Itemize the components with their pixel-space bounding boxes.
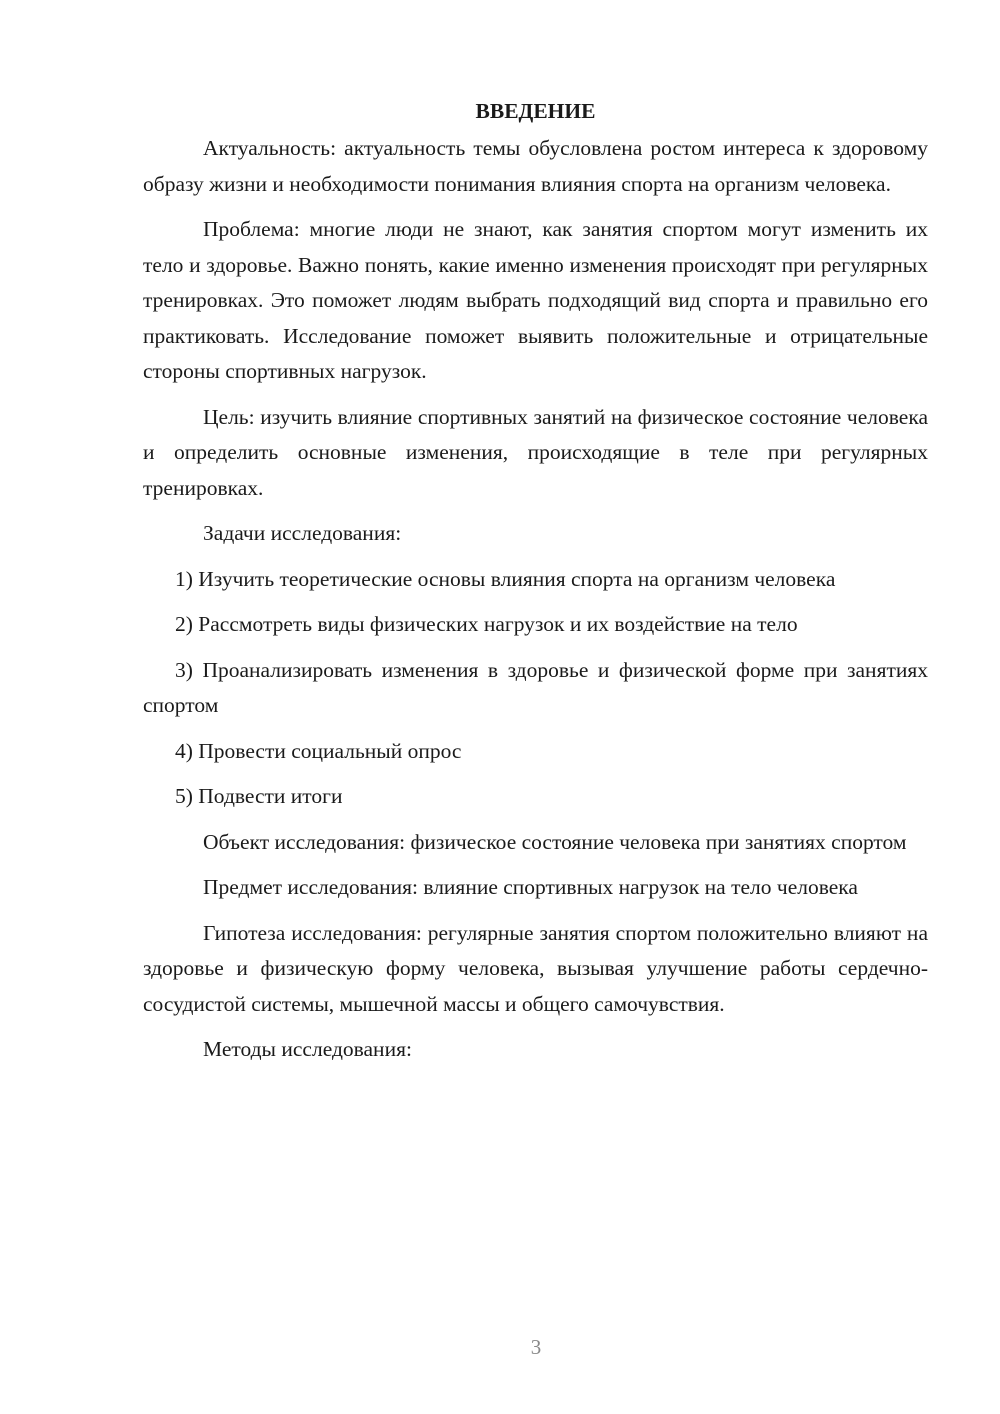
paragraph-tasks-heading: Задачи исследования: (203, 521, 402, 545)
paragraph-hypothesis: Гипотеза исследования: регулярные занятия спортом положительно влияют на здоровье и физическую форму человека, вызывая улучшение работы сердечно-сосудистой системы, мышечной массы и общего самочувствия. (143, 920, 928, 1016)
task-item: 1) Изучить теоретические основы влияния спорта на организм человека (175, 566, 836, 591)
page-number: 3 (530, 1335, 542, 1359)
paragraph-methods: Методы исследования: (203, 1037, 412, 1061)
paragraph-relevance: Актуальность: актуальность темы обусловлена ростом интереса к здоровому образу жизни и необходимости понимания влияния спорта на организм человека. (143, 136, 928, 196)
task-item: 3) Проанализировать изменения в здоровье и физической форме при занятиях спортом (143, 657, 928, 717)
paragraph-problem: Проблема: многие люди не знают, как занятия спортом могут изменить их тело и здоровье. Важно понять, какие именно изменения происходят при регулярных тренировках. Это поможет людям выбрать подходящий вид спорта и правильно его практиковать. Исследование поможет выявить положительные и отрицательные стороны спортивных нагрузок. (143, 217, 928, 383)
task-item: 5) Подвести итоги (175, 784, 343, 808)
paragraph-goal: Цель: изучить влияние спортивных занятий на физическое состояние человека и определить основные изменения, происходящие в теле при регулярных тренировках. (143, 404, 928, 500)
page-content (143, 95, 928, 1068)
page-title: ВВЕДЕНИЕ (475, 99, 596, 123)
task-item: 2) Рассмотреть виды физических нагрузок и их воздействие на тело (175, 612, 798, 636)
paragraph-object: Объект исследования: физическое состояние человека при занятиях спортом (203, 829, 907, 854)
task-item: 4) Провести социальный опрос (175, 738, 462, 763)
paragraph-subject: Предмет исследования: влияние спортивных нагрузок на тело человека (203, 875, 858, 899)
